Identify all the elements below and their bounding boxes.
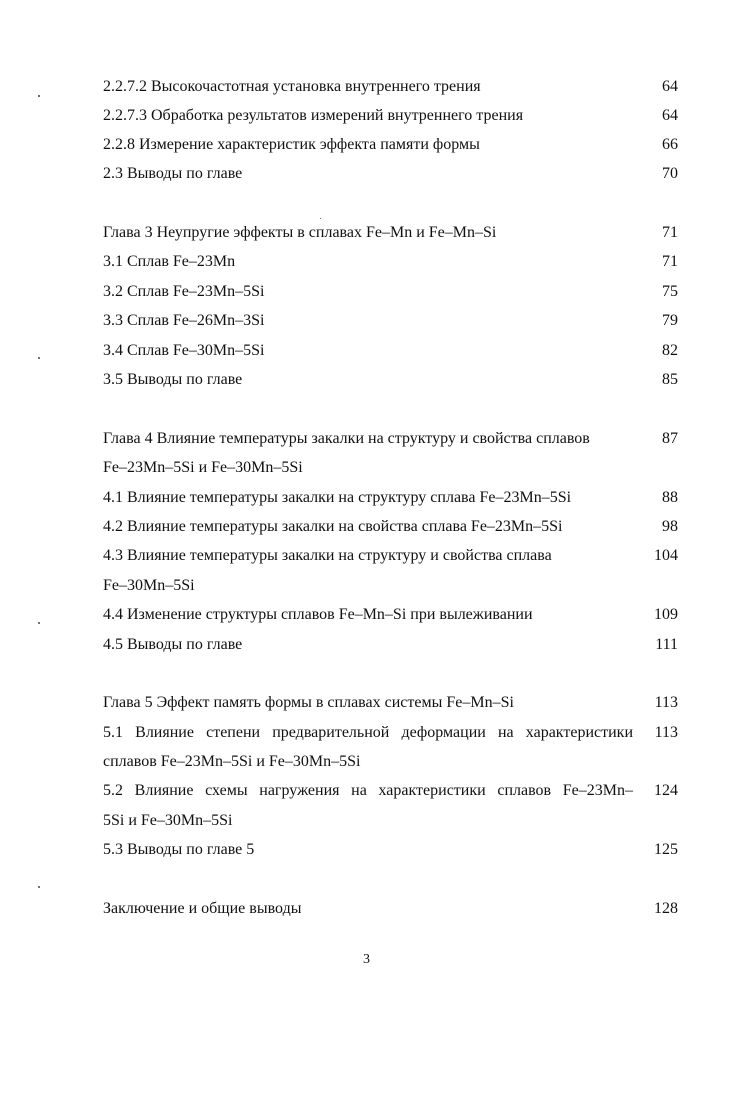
toc-title: 4.5 Выводы по главе	[103, 636, 243, 653]
toc-page: 87	[662, 430, 678, 447]
toc-title-continuation: Fe–30Mn–5Si	[103, 577, 195, 594]
toc-title: Глава 3 Неупругие эффекты в сплавах Fe–Mn и Fe–Mn–Si	[103, 224, 497, 241]
toc-entry-2-2-8	[103, 130, 678, 159]
toc-title: 2.2.7.2 Высокочастотная установка внутреннего трения	[103, 78, 481, 95]
toc-title: 2.2.8 Измерение характеристик эффекта памяти формы	[103, 136, 480, 153]
toc-page: 104	[654, 547, 678, 564]
toc-entry-3-5	[103, 365, 678, 394]
margin-mark	[38, 357, 40, 359]
toc-page: 125	[654, 841, 678, 858]
toc-page: 66	[662, 136, 678, 153]
toc-title: 4.2 Влияние температуры закалки на свойства сплава Fe–23Mn–5Si	[103, 518, 563, 535]
toc-page: 79	[662, 312, 678, 329]
toc-title-continuation: сплавов Fe–23Mn–5Si и Fe–30Mn–5Si	[103, 753, 361, 770]
toc-title: Заключение и общие выводы	[103, 900, 302, 917]
toc-title-continuation: 5Si и Fe–30Mn–5Si	[103, 812, 233, 829]
toc-page: 109	[654, 606, 678, 623]
toc-page: 113	[654, 694, 678, 711]
toc-page: 113	[654, 724, 678, 741]
toc-title-continuation: Fe–23Mn–5Si и Fe–30Mn–5Si	[103, 459, 303, 476]
toc-page: 85	[662, 371, 678, 388]
toc-entry-4-1	[103, 483, 678, 512]
toc-title: Глава 4 Влияние температуры закалки на структуру и свойства сплавов	[103, 430, 590, 447]
toc-entry-3-1	[103, 247, 678, 276]
toc-page: 82	[662, 342, 678, 359]
toc-page: 75	[662, 283, 678, 300]
toc-title: 4.4 Изменение структуры сплавов Fe–Mn–Si при вылеживании	[103, 606, 533, 623]
toc-title: 3.4 Сплав Fe–30Mn–5Si	[103, 342, 265, 359]
margin-mark	[38, 95, 40, 97]
toc-page: 64	[662, 78, 678, 95]
margin-mark	[38, 622, 40, 624]
toc-title: 5.3 Выводы по главе 5	[103, 841, 255, 858]
toc-page: 71	[662, 224, 678, 241]
toc-title: 3.5 Выводы по главе	[103, 371, 243, 388]
toc-entry-3-2	[103, 277, 678, 306]
toc-entry-conclusion	[103, 894, 678, 923]
toc-entry-2-2-7-2	[103, 72, 678, 101]
toc-entry-5-1	[103, 718, 678, 747]
toc-entry-3-3	[103, 306, 678, 335]
toc-entry-5-2	[103, 776, 678, 805]
toc-title: 4.3 Влияние температуры закалки на структуру и свойства сплава	[103, 547, 552, 564]
toc-title: Глава 5 Эффект память формы в сплавах системы Fe–Mn–Si	[103, 694, 514, 711]
toc-entry-2-2-7-3	[103, 101, 678, 130]
toc-title: 2.3 Выводы по главе	[103, 165, 243, 182]
margin-mark	[38, 886, 40, 888]
toc-title: 3.1 Сплав Fe–23Mn	[103, 253, 236, 270]
toc-title: 5.1 Влияние степени предварительной деформации на характеристики	[103, 724, 633, 741]
toc-entry-chapter-5	[103, 688, 678, 717]
toc-entry-chapter-4	[103, 424, 678, 453]
page-number: 3	[363, 952, 370, 967]
toc-title: 3.2 Сплав Fe–23Mn–5Si	[103, 283, 265, 300]
toc-page: 111	[655, 636, 678, 653]
toc-entry-4-2	[103, 512, 678, 541]
toc-title: 5.2 Влияние схемы нагружения на характеристики сплавов Fe–23Mn–	[103, 782, 633, 799]
toc-page: 70	[662, 165, 678, 182]
toc-entry-3-4	[103, 336, 678, 365]
toc-title: 3.3 Сплав Fe–26Mn–3Si	[103, 312, 265, 329]
toc-page: 98	[662, 518, 678, 535]
toc-entry-4-3	[103, 541, 678, 570]
toc-entry-4-4	[103, 600, 678, 629]
toc-entry-2-3	[103, 159, 678, 188]
toc-title: 4.1 Влияние температуры закалки на структуру сплава Fe–23Mn–5Si	[103, 489, 572, 506]
toc-page: 71	[662, 253, 678, 270]
toc-entry-chapter-3	[103, 218, 678, 247]
toc-page: 64	[662, 107, 678, 124]
toc-entry-4-5	[103, 630, 678, 659]
toc-page: 128	[654, 900, 678, 917]
toc-page: 88	[662, 489, 678, 506]
toc-entry-5-3	[103, 835, 678, 864]
toc-title: 2.2.7.3 Обработка результатов измерений внутреннего трения	[103, 107, 524, 124]
toc-page: 124	[654, 782, 678, 799]
